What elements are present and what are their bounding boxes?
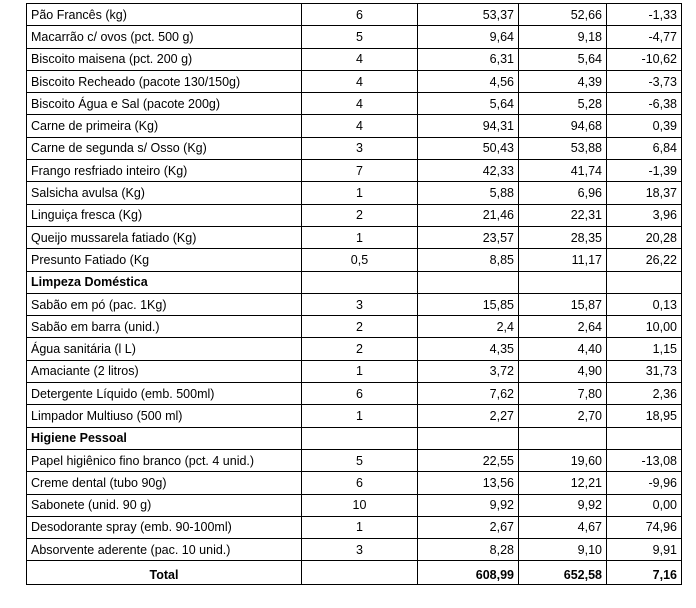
item-name: Biscoito maisena (pct. 200 g) [27, 48, 302, 70]
item-name: Biscoito Água e Sal (pacote 200g) [27, 93, 302, 115]
empty-cell [519, 427, 607, 449]
price-value-1: 8,85 [418, 249, 519, 271]
price-table-body [27, 4, 682, 585]
item-name: Amaciante (2 litros) [27, 360, 302, 382]
item-quantity: 1 [302, 405, 418, 427]
item-name: Carne de primeira (Kg) [27, 115, 302, 137]
item-name: Linguiça fresca (Kg) [27, 204, 302, 226]
price-variation: 3,96 [607, 204, 682, 226]
price-variation: -9,96 [607, 472, 682, 494]
total-value-2: 652,58 [519, 561, 607, 584]
item-name: Presunto Fatiado (Kg [27, 249, 302, 271]
price-variation: 18,95 [607, 405, 682, 427]
price-value-2: 4,39 [519, 70, 607, 92]
price-value-2: 94,68 [519, 115, 607, 137]
item-quantity: 1 [302, 226, 418, 248]
item-quantity: 6 [302, 472, 418, 494]
section-title: Higiene Pessoal [27, 427, 302, 449]
price-value-1: 2,27 [418, 405, 519, 427]
table-row [27, 115, 682, 137]
price-variation: 0,39 [607, 115, 682, 137]
item-quantity: 3 [302, 137, 418, 159]
item-name: Sabão em barra (unid.) [27, 316, 302, 338]
item-name: Biscoito Recheado (pacote 130/150g) [27, 70, 302, 92]
price-value-1: 50,43 [418, 137, 519, 159]
price-value-2: 5,28 [519, 93, 607, 115]
table-row [27, 70, 682, 92]
price-value-1: 3,72 [418, 360, 519, 382]
price-value-1: 13,56 [418, 472, 519, 494]
table-row [27, 316, 682, 338]
item-quantity: 3 [302, 293, 418, 315]
item-quantity: 10 [302, 494, 418, 516]
item-name: Absorvente aderente (pac. 10 unid.) [27, 539, 302, 561]
price-variation: -13,08 [607, 449, 682, 471]
table-row [27, 494, 682, 516]
price-value-1: 15,85 [418, 293, 519, 315]
price-variation: -1,39 [607, 160, 682, 182]
price-value-1: 8,28 [418, 539, 519, 561]
price-value-1: 9,64 [418, 26, 519, 48]
price-value-2: 4,67 [519, 516, 607, 538]
table-row [27, 516, 682, 538]
price-value-1: 4,35 [418, 338, 519, 360]
item-quantity: 4 [302, 115, 418, 137]
price-variation: -6,38 [607, 93, 682, 115]
price-variation: 20,28 [607, 226, 682, 248]
item-name: Sabonete (unid. 90 g) [27, 494, 302, 516]
price-variation: -4,77 [607, 26, 682, 48]
price-value-2: 2,70 [519, 405, 607, 427]
table-row [27, 4, 682, 26]
section-header-row [27, 271, 682, 293]
table-row [27, 338, 682, 360]
item-quantity: 5 [302, 26, 418, 48]
empty-cell [302, 427, 418, 449]
price-value-2: 5,64 [519, 48, 607, 70]
item-quantity: 6 [302, 383, 418, 405]
item-quantity: 4 [302, 93, 418, 115]
price-value-2: 2,64 [519, 316, 607, 338]
price-value-1: 2,67 [418, 516, 519, 538]
table-row [27, 182, 682, 204]
item-quantity: 6 [302, 4, 418, 26]
price-value-1: 23,57 [418, 226, 519, 248]
section-title: Limpeza Doméstica [27, 271, 302, 293]
price-value-2: 4,90 [519, 360, 607, 382]
item-name: Sabão em pó (pac. 1Kg) [27, 293, 302, 315]
item-name: Carne de segunda s/ Osso (Kg) [27, 137, 302, 159]
total-variation: 7,16 [607, 561, 682, 584]
price-variation: 0,13 [607, 293, 682, 315]
item-quantity: 5 [302, 449, 418, 471]
table-row [27, 472, 682, 494]
price-variation: 10,00 [607, 316, 682, 338]
price-variation: 18,37 [607, 182, 682, 204]
price-variation: 2,36 [607, 383, 682, 405]
table-row [27, 360, 682, 382]
total-row [27, 561, 682, 584]
price-value-2: 52,66 [519, 4, 607, 26]
price-value-2: 15,87 [519, 293, 607, 315]
table-row [27, 93, 682, 115]
price-value-2: 9,92 [519, 494, 607, 516]
table-row [27, 160, 682, 182]
price-value-1: 5,88 [418, 182, 519, 204]
empty-cell [418, 427, 519, 449]
total-qty [302, 561, 418, 584]
item-quantity: 3 [302, 539, 418, 561]
price-value-1: 9,92 [418, 494, 519, 516]
empty-cell [607, 427, 682, 449]
item-name: Limpador Multiuso (500 ml) [27, 405, 302, 427]
table-row [27, 204, 682, 226]
empty-cell [302, 271, 418, 293]
item-quantity: 2 [302, 338, 418, 360]
price-variation: 31,73 [607, 360, 682, 382]
price-value-1: 4,56 [418, 70, 519, 92]
total-value-1: 608,99 [418, 561, 519, 584]
item-quantity: 2 [302, 204, 418, 226]
table-row [27, 449, 682, 471]
item-quantity: 1 [302, 182, 418, 204]
price-variation: 9,91 [607, 539, 682, 561]
price-variation: -3,73 [607, 70, 682, 92]
item-name: Salsicha avulsa (Kg) [27, 182, 302, 204]
price-value-1: 5,64 [418, 93, 519, 115]
item-name: Papel higiênico fino branco (pct. 4 unid.) [27, 449, 302, 471]
item-name: Pão Francês (kg) [27, 4, 302, 26]
item-name: Frango resfriado inteiro (Kg) [27, 160, 302, 182]
item-quantity: 7 [302, 160, 418, 182]
price-value-2: 6,96 [519, 182, 607, 204]
item-quantity: 4 [302, 70, 418, 92]
table-row [27, 226, 682, 248]
price-value-1: 21,46 [418, 204, 519, 226]
price-value-2: 7,80 [519, 383, 607, 405]
item-name: Desodorante spray (emb. 90-100ml) [27, 516, 302, 538]
price-variation: -1,33 [607, 4, 682, 26]
empty-cell [519, 271, 607, 293]
price-value-1: 94,31 [418, 115, 519, 137]
item-quantity: 2 [302, 316, 418, 338]
table-row [27, 137, 682, 159]
price-variation: 26,22 [607, 249, 682, 271]
price-variation: 74,96 [607, 516, 682, 538]
empty-cell [607, 271, 682, 293]
table-row [27, 539, 682, 561]
item-name: Creme dental (tubo 90g) [27, 472, 302, 494]
price-value-1: 53,37 [418, 4, 519, 26]
item-quantity: 1 [302, 360, 418, 382]
price-value-2: 4,40 [519, 338, 607, 360]
price-value-1: 22,55 [418, 449, 519, 471]
item-name: Água sanitária (l L) [27, 338, 302, 360]
table-row [27, 383, 682, 405]
item-name: Detergente Líquido (emb. 500ml) [27, 383, 302, 405]
empty-cell [418, 271, 519, 293]
item-quantity: 4 [302, 48, 418, 70]
price-table [26, 3, 682, 585]
price-value-2: 53,88 [519, 137, 607, 159]
item-name: Macarrão c/ ovos (pct. 500 g) [27, 26, 302, 48]
price-value-2: 28,35 [519, 226, 607, 248]
price-variation: 0,00 [607, 494, 682, 516]
table-row [27, 405, 682, 427]
price-variation: -10,62 [607, 48, 682, 70]
section-header-row [27, 427, 682, 449]
item-quantity: 0,5 [302, 249, 418, 271]
price-value-2: 12,21 [519, 472, 607, 494]
price-variation: 1,15 [607, 338, 682, 360]
price-value-2: 11,17 [519, 249, 607, 271]
table-row [27, 293, 682, 315]
price-value-2: 22,31 [519, 204, 607, 226]
price-value-1: 42,33 [418, 160, 519, 182]
price-value-2: 9,18 [519, 26, 607, 48]
item-name: Queijo mussarela fatiado (Kg) [27, 226, 302, 248]
item-quantity: 1 [302, 516, 418, 538]
price-value-2: 19,60 [519, 449, 607, 471]
table-row [27, 26, 682, 48]
price-value-2: 9,10 [519, 539, 607, 561]
price-variation: 6,84 [607, 137, 682, 159]
price-value-1: 2,4 [418, 316, 519, 338]
price-value-1: 7,62 [418, 383, 519, 405]
table-row [27, 48, 682, 70]
price-value-1: 6,31 [418, 48, 519, 70]
price-value-2: 41,74 [519, 160, 607, 182]
table-row [27, 249, 682, 271]
total-label: Total [27, 561, 302, 584]
